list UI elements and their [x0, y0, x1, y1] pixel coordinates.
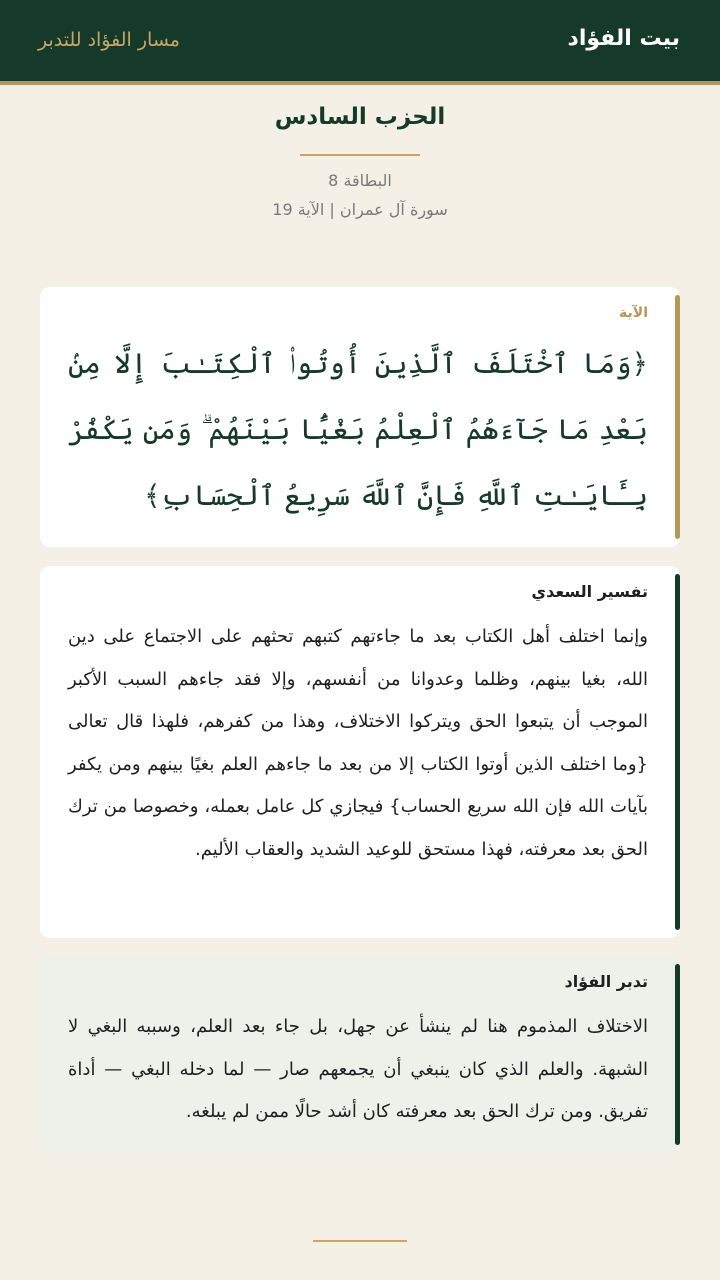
- tafsir-label: تفسير السعدي: [531, 582, 648, 601]
- title-divider: [300, 154, 420, 156]
- verse-card-accent: [675, 295, 680, 539]
- verse-label: الآية: [619, 305, 648, 321]
- reflection-text: الاختلاف المذموم هنا لم ينشأ عن جهل، بل جاء بعد العلم، وسببه البغي لا الشبهة. والعلم الذي كان ينبغي أن يجمعهم صار — لما دخله البغي — أداة تفريق. ومن ترك الحق بعد معرفته كان أشد حالًا ممن لم يبلغه.: [68, 1016, 648, 1122]
- app-header: [0, 0, 720, 85]
- tafsir-card: [40, 566, 680, 938]
- reflection-card-accent: [675, 964, 680, 1145]
- card-number: البطاقة 8: [328, 171, 392, 190]
- reflection-label: تدبر الفؤاد: [564, 972, 648, 991]
- app-title: بيت الفؤاد: [567, 26, 680, 51]
- footer-divider: [313, 1240, 407, 1242]
- reflection-card: [40, 956, 680, 1153]
- verse-text: ﴿وَمَا ٱخْتَلَفَ ٱلَّذِينَ أُوتُوا۟ ٱلْكِتَـٰبَ إِلَّا مِنۢ بَعْدِ مَا جَآءَهُمُ ٱلْعِلْمُ بَغْيًۢا بَيْنَهُمْ ۗ وَمَن يَكْفُرْ بِـَٔايَـٰتِ ٱللَّهِ فَإِنَّ ٱللَّهَ سَرِيعُ ٱلْحِسَابِ﴾: [68, 347, 648, 512]
- surah-reference: سورة آل عمران | الآية 19: [272, 200, 448, 219]
- hizb-title: الحزب السادس: [274, 104, 446, 130]
- verse-card: [40, 287, 680, 547]
- tafsir-text: وإنما اختلف أهل الكتاب بعد ما جاءتهم كتبهم تحثهم على الاجتماع على دين الله، بغيا بينهم، وظلما وعدوانا من أنفسهم، وإلا فقد جاءهم السبب الأكبر الموجب أن يتبعوا الحق ويتركوا الاختلاف، وهذا من كفرهم، فلهذا قال تعالى {وما اختلف الذين أوتوا الكتاب إلا من بعد ما جاءهم العلم بغيًا بينهم ومن يكفر بآيات الله فإن الله سريع الحساب} فيجازي كل عامل بعمله، وخصوصا من ترك الحق بعد معرفته، فهذا مستحق للوعيد الشديد والعقاب الأليم.: [68, 626, 648, 860]
- tafsir-card-accent: [675, 574, 680, 930]
- app-subtitle-link[interactable]: مسار الفؤاد للتدبر: [38, 29, 180, 51]
